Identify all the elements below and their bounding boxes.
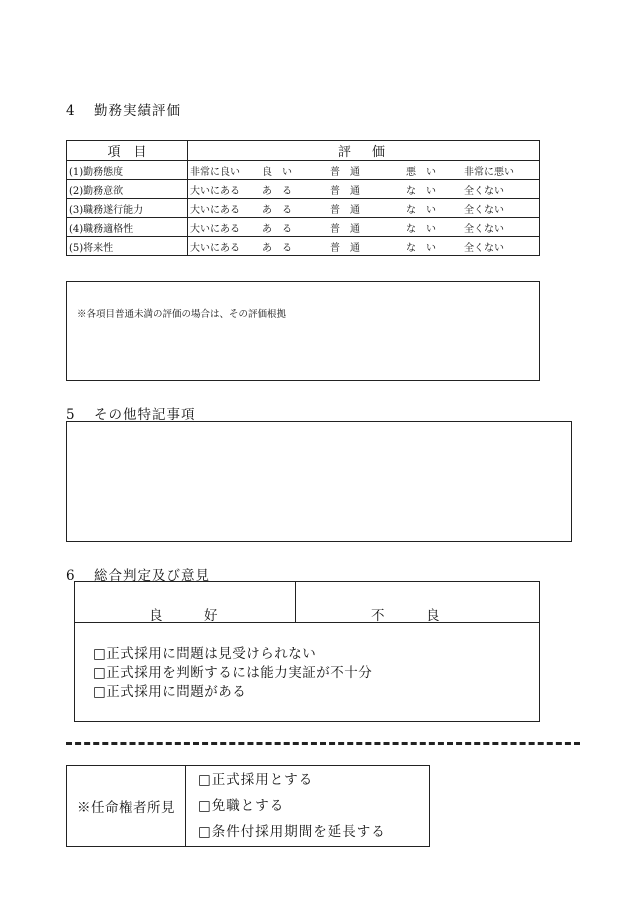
grade-option: 大いにある	[190, 204, 240, 216]
col-header-eval: 評 価	[188, 141, 540, 161]
row-label: (3)職務遂行能力	[67, 199, 188, 218]
grade-option: あ る	[262, 204, 292, 216]
special-notes-box[interactable]	[66, 421, 572, 542]
section-5-title	[66, 403, 196, 423]
table-row	[67, 218, 540, 237]
section-4-title	[66, 99, 181, 119]
cut-line-divider	[66, 742, 580, 745]
grade-option: 大いにある	[190, 223, 240, 235]
grade-option: あ る	[262, 242, 292, 254]
judgment-divider	[75, 622, 539, 623]
table-row	[67, 237, 540, 256]
judgment-option[interactable]: □正式採用を判断するには能力実証が不十分	[93, 665, 373, 681]
grade-options	[188, 237, 540, 256]
grade-option: 大いにある	[190, 185, 240, 197]
section-number: 5	[66, 407, 76, 423]
grade-option: な い	[406, 204, 436, 216]
grade-option: 普 通	[330, 223, 360, 235]
row-label: (1)勤務態度	[67, 161, 188, 180]
grade-option: 全くない	[464, 223, 504, 235]
grade-options	[188, 180, 540, 199]
grade-option: あ る	[262, 223, 292, 235]
appointing-option[interactable]: □正式採用とする	[198, 772, 314, 788]
grade-option: 普 通	[330, 185, 360, 197]
judgment-box	[74, 581, 540, 722]
table-row	[67, 199, 540, 218]
section-number: 6	[66, 568, 76, 584]
judgment-option[interactable]: □正式採用に問題がある	[93, 684, 247, 700]
evaluation-header-row	[67, 141, 540, 161]
grade-options	[188, 218, 540, 237]
grade-option: 非常に良い	[190, 166, 240, 178]
col-header-item: 項 目	[67, 141, 188, 161]
section-number: 4	[66, 103, 76, 119]
appointing-option[interactable]: □条件付採用期間を延長する	[198, 824, 386, 840]
appointing-authority-label: ※任命権者所見	[67, 766, 186, 847]
table-row	[67, 180, 540, 199]
judgment-options	[93, 645, 372, 702]
grade-option: な い	[406, 242, 436, 254]
judgment-divider	[295, 582, 296, 622]
grade-option: な い	[406, 223, 436, 235]
grade-option: 非常に悪い	[464, 166, 514, 178]
grade-option: 全くない	[464, 204, 504, 216]
row-label: (5)将来性	[67, 237, 188, 256]
appointing-authority-options	[186, 766, 430, 847]
grade-option: 悪 い	[406, 166, 436, 178]
grade-options	[188, 199, 540, 218]
grade-option: な い	[406, 185, 436, 197]
grade-option: 全くない	[464, 242, 504, 254]
row-label: (2)勤務意欲	[67, 180, 188, 199]
section-title-text: 総合判定及び意見	[94, 568, 210, 584]
section-title-text: 勤務実績評価	[94, 103, 181, 119]
grade-option: 大いにある	[190, 242, 240, 254]
section-title-text: その他特記事項	[94, 407, 196, 423]
table-row	[67, 161, 540, 180]
grade-option: 全くない	[464, 185, 504, 197]
judgment-bad[interactable]: 不 良	[371, 608, 454, 624]
evaluation-note-text: ※各項目普通未満の評価の場合は、その評価根拠	[77, 309, 287, 320]
row-label: (4)職務適格性	[67, 218, 188, 237]
appointing-option[interactable]: □免職とする	[198, 798, 285, 814]
grade-option: 普 通	[330, 204, 360, 216]
grade-options	[188, 161, 540, 180]
evaluation-table	[66, 140, 540, 256]
grade-option: 普 通	[330, 242, 360, 254]
grade-option: 普 通	[330, 166, 360, 178]
judgment-option[interactable]: □正式採用に問題は見受けられない	[93, 646, 317, 662]
grade-option: 良 い	[262, 166, 292, 178]
appointing-authority-table	[66, 765, 430, 847]
grade-option: あ る	[262, 185, 292, 197]
judgment-good[interactable]: 良 好	[149, 608, 232, 624]
evaluation-note-box[interactable]	[66, 281, 540, 381]
